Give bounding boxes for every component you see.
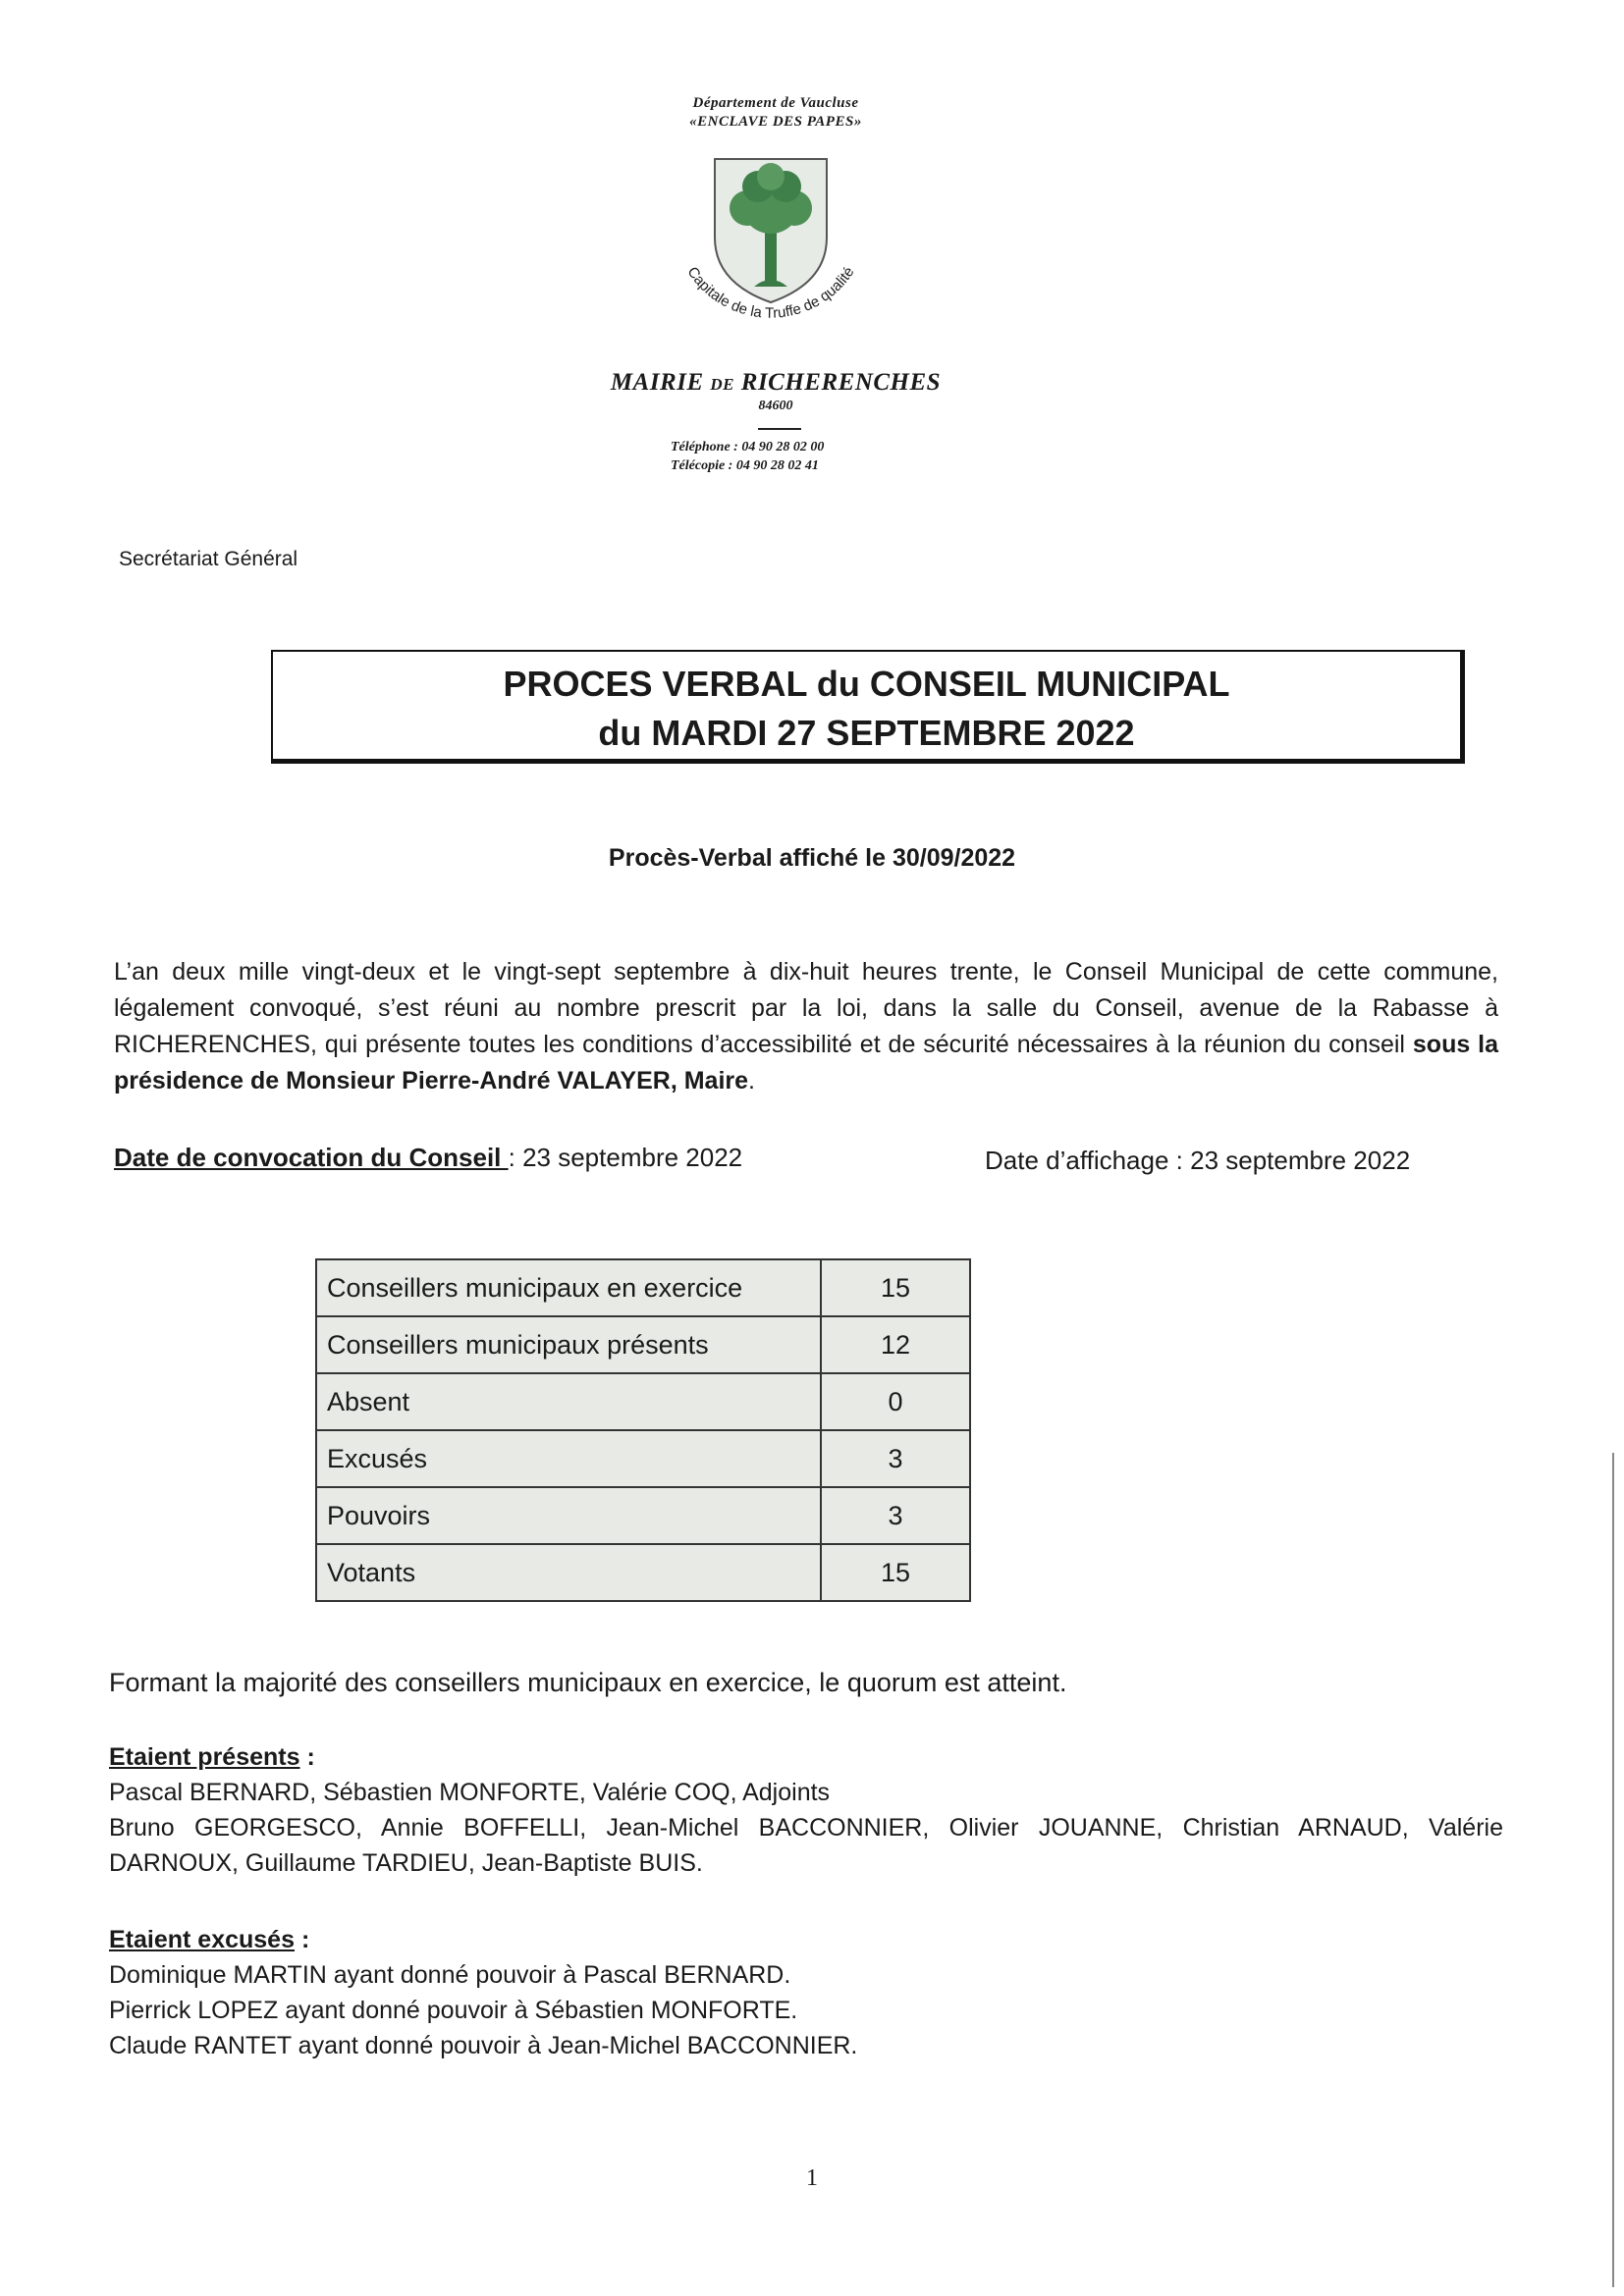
table-cell-label: Conseillers municipaux en exercice [316, 1259, 821, 1316]
enclave-name: «ENCLAVE DES PAPES» [689, 114, 862, 130]
intro-paragraph: L’an deux mille vingt-deux et le vingt-sept septembre à dix-huit heures trente, le Conseil Municipal de cette commune, légalement convoqué, s’est réuni au nombre prescrit par la loi, dans la salle du Conseil, avenue de la Rabasse à RICHERENCHES, qui présente toutes les conditions d’accessibilité et de sécurité nécessaires à la réunion du conseil sous la présidence de Monsieur Pierre-André VALAYER, Maire. [114, 958, 1498, 1095]
secretariat-label: Secrétariat Général [119, 548, 298, 570]
title-line-1: PROCES VERBAL du CONSEIL MUNICIPAL [503, 664, 1230, 704]
attendance-table [315, 1258, 971, 1602]
title-box [271, 650, 1465, 764]
table-cell-label: Pouvoirs [316, 1487, 821, 1544]
posted-date: Procès-Verbal affiché le 30/09/2022 [608, 844, 1016, 872]
table-cell-value: 15 [821, 1544, 970, 1601]
mairie-name: MAIRIE DE RICHERENCHES [610, 369, 942, 396]
present-councillors: Bruno GEORGESCO, Annie BOFFELLI, Jean-Michel BACCONNIER, Olivier JOUANNE, Christian ARNAUD, Valérie DARNOUX, Guillaume TARDIEU, Jean-Baptiste BUIS. [109, 1814, 1503, 1877]
display-date: Date d’affichage : 23 septembre 2022 [985, 1146, 1411, 1175]
table-row [316, 1487, 970, 1544]
table-row [316, 1430, 970, 1487]
table-cell-label: Excusés [316, 1430, 821, 1487]
section-heading: Etaient excusés [109, 1926, 295, 1953]
list-item: Dominique MARTIN ayant donné pouvoir à Pascal BERNARD. [109, 1961, 791, 1989]
table-cell-value: 3 [821, 1430, 970, 1487]
table-cell-label: Votants [316, 1544, 821, 1601]
town-crest-logo [648, 147, 893, 363]
presidency: sous la présidence de Monsieur Pierre-André VALAYER, Maire [114, 1031, 1498, 1095]
table-cell-value: 0 [821, 1373, 970, 1430]
letterhead [550, 94, 1001, 132]
convocation-date: Date de convocation du Conseil : 23 septembre 2022 [114, 1143, 743, 1172]
present-members-section: Etaient présents : Pascal BERNARD, Sébastien MONFORTE, Valérie COQ, Adjoints Bruno GEORGESCO, Annie BOFFELLI, Jean-Michel BACCONNIER, Olivier JOUANNE, Christian ARNAUD, Valérie DARNOUX, Guillaume TARDIEU, Jean-Baptiste BUIS. [109, 1739, 1503, 1881]
scan-edge-line [1612, 1453, 1614, 2287]
letterhead-divider [758, 428, 801, 430]
postal-code: 84600 [758, 399, 793, 413]
page-number: 1 [806, 2165, 818, 2191]
present-adjoints: Pascal BERNARD, Sébastien MONFORTE, Valérie COQ, Adjoints [109, 1779, 831, 1806]
title-line-2: du MARDI 27 SEPTEMBRE 2022 [598, 713, 1135, 753]
department-name: Département de Vaucluse [692, 95, 859, 111]
telecopie: Télécopie : 04 90 28 02 41 [671, 458, 819, 473]
table-row [316, 1259, 970, 1316]
list-item: Claude RANTET ayant donné pouvoir à Jean-Michel BACCONNIER. [109, 2032, 858, 2059]
table-cell-label: Absent [316, 1373, 821, 1430]
list-item: Pierrick LOPEZ ayant donné pouvoir à Sébastien MONFORTE. [109, 1997, 798, 2024]
table-row [316, 1316, 970, 1373]
table-cell-value: 12 [821, 1316, 970, 1373]
crest-motto: Capitale de la Truffe de qualité [683, 263, 858, 322]
quorum-statement: Formant la majorité des conseillers municipaux en exercice, le quorum est atteint. [109, 1668, 1067, 1697]
table-cell-value: 3 [821, 1487, 970, 1544]
telephone: Téléphone : 04 90 28 02 00 [671, 440, 825, 454]
table-row [316, 1544, 970, 1601]
excused-members-section: Etaient excusés : Dominique MARTIN ayant donné pouvoir à Pascal BERNARD. Pierrick LOPEZ ayant donné pouvoir à Sébastien MONFORTE. Claude RANTET ayant donné pouvoir à Jean-Michel BACCONNIER. [109, 1922, 1503, 2063]
table-cell-value: 15 [821, 1259, 970, 1316]
table-cell-label: Conseillers municipaux présents [316, 1316, 821, 1373]
table-row [316, 1373, 970, 1430]
contact-block [671, 438, 824, 475]
section-heading: Etaient présents [109, 1743, 300, 1771]
